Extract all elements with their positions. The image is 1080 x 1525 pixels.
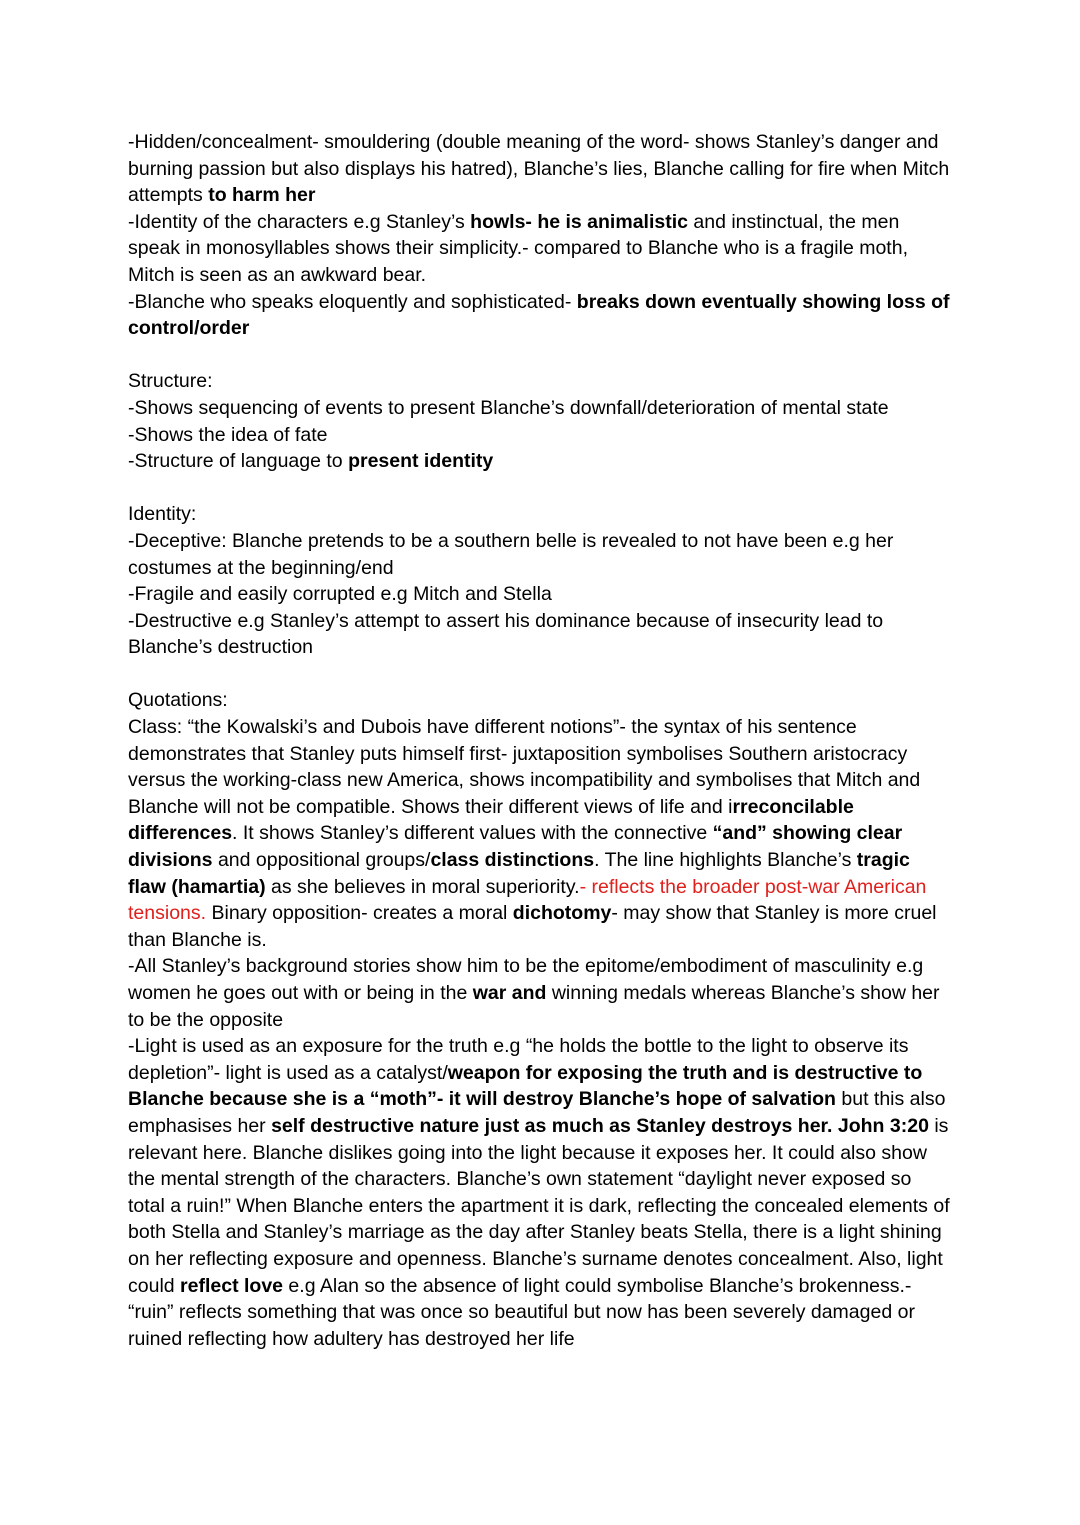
text-run: Class: “the Kowalski’s and Dubois have different notions”- the syntax of his sentence demonstrates that Stanley puts himself first- juxtaposition symbolises Southern aristocracy versus the working-class new America, shows incompatibility and symbolises that Mitch and Blanche will not be compatible. Shows their different views of life and i	[128, 716, 921, 818]
text-run: breaks down eventually showing loss of control/order	[128, 290, 950, 340]
text-run: -Shows the idea of fate	[128, 423, 328, 446]
paragraph	[128, 209, 953, 289]
text-run: -All Stanley’s background stories show him to be the epitome/embodiment of masculinity e.g women he goes out with or being in the	[128, 955, 924, 1004]
text-run: war and	[472, 982, 547, 1004]
paragraph	[128, 714, 953, 953]
text-run: Quotations:	[128, 689, 228, 712]
blank-line	[128, 342, 953, 369]
paragraph	[128, 608, 953, 661]
paragraph	[128, 1299, 953, 1352]
text-run: dichotomy	[512, 902, 612, 925]
paragraph	[128, 395, 953, 422]
text-run: -Identity of the characters e.g Stanley’s	[128, 210, 471, 233]
text-run: -Destructive e.g Stanley’s attempt to assert his dominance because of insecurity lead to Blanche’s destruction	[128, 609, 884, 659]
paragraph	[128, 501, 953, 528]
text-run: is relevant here. Blanche dislikes going into the light because it exposes her. It could also show the mental strength of the characters. Blanche’s own statement “daylight never exposed so total a ruin!” When Blanche enters the apartment it is dark, reflecting the concealed elements of both Stella and Stanley’s marriage as the day after Stanley beats Stella, there is a light shining on her reflecting exposure and openness. Blanche’s surname denotes concealment. Also, light could	[128, 1114, 950, 1297]
text-run: -Fragile and easily corrupted e.g Mitch and Stella	[128, 583, 552, 606]
text-run: e.g Alan so the absence of light could symbolise Blanche’s brokenness.-	[283, 1274, 912, 1297]
text-run: but this also emphasises her	[128, 1088, 946, 1137]
paragraph	[128, 687, 953, 714]
text-run: self destructive nature just as much as Stanley destroys her.	[271, 1114, 833, 1137]
text-run: “and” showing clear divisions	[128, 822, 903, 872]
text-run: - may show that Stanley is more cruel than Blanche is.	[128, 902, 937, 951]
text-run: . The line highlights Blanche’s	[594, 849, 857, 872]
text-run: -Blanche who speaks eloquently and sophisticated-	[128, 290, 577, 313]
text-run: Binary opposition- creates a moral	[206, 902, 513, 925]
text-run: -Light is used as an exposure for the truth e.g “he holds the bottle to the light to observe its depletion”- light is used as a catalyst/	[128, 1035, 909, 1084]
text-run: and instinctual, the men speak in monosyllables shows their simplicity.- compared to Blanche who is a fragile moth, Mitch is seen as an awkward bear.	[128, 210, 908, 286]
paragraph	[128, 953, 953, 1033]
text-run: to harm her	[208, 184, 316, 207]
text-run: class distinctions	[430, 849, 595, 872]
paragraph	[128, 289, 953, 342]
text-run: winning medals whereas Blanche’s show her to be the opposite	[128, 982, 940, 1031]
text-run: -Hidden/concealment- smouldering (double meaning of the word- shows Stanley’s danger and burning passion but also displays his hatred), Blanche’s lies, Blanche calling for fire when Mitch attempts	[128, 131, 950, 207]
blank-line	[128, 661, 953, 688]
text-run: rreconcilable differences	[128, 795, 854, 845]
paragraph	[128, 368, 953, 395]
text-run: Identity:	[128, 503, 197, 526]
text-run: Structure:	[128, 370, 213, 393]
paragraph	[128, 422, 953, 449]
paragraph	[128, 448, 953, 475]
text-run: present identity	[348, 450, 494, 473]
text-run: and oppositional groups/	[212, 849, 431, 872]
text-run: . It shows Stanley’s different values with the connective	[232, 822, 713, 845]
text-run: tragic flaw (hamartia)	[128, 849, 910, 898]
text-run: -Deceptive: Blanche pretends to be a southern belle is revealed to not have been e.g her costumes at the beginning/end	[128, 529, 894, 579]
text-run: “ruin” reflects something that was once so beautiful but now has been severely damaged or ruined reflecting how adultery has destroyed her life	[128, 1301, 915, 1350]
paragraph	[128, 1033, 953, 1299]
text-run: as she believes in moral superiority.	[265, 875, 580, 898]
paragraph	[128, 528, 953, 581]
text-run: - reflects the broader post-war American tensions.	[128, 875, 927, 925]
text-run: howls- he is animalistic	[470, 210, 688, 233]
text-run: -Shows sequencing of events to present Blanche’s downfall/deterioration of mental state	[128, 396, 889, 419]
text-run: -Structure of language to	[128, 450, 349, 473]
paragraph	[128, 129, 953, 209]
text-run: reflect love	[180, 1274, 284, 1297]
document-body	[128, 129, 953, 1352]
paragraph	[128, 581, 953, 608]
text-run: weapon for exposing the truth and is destructive to Blanche because she is a “moth”- it will destroy Blanche’s hope of salvation	[128, 1061, 923, 1111]
blank-line	[128, 475, 953, 502]
text-run: John 3:20	[837, 1114, 929, 1137]
